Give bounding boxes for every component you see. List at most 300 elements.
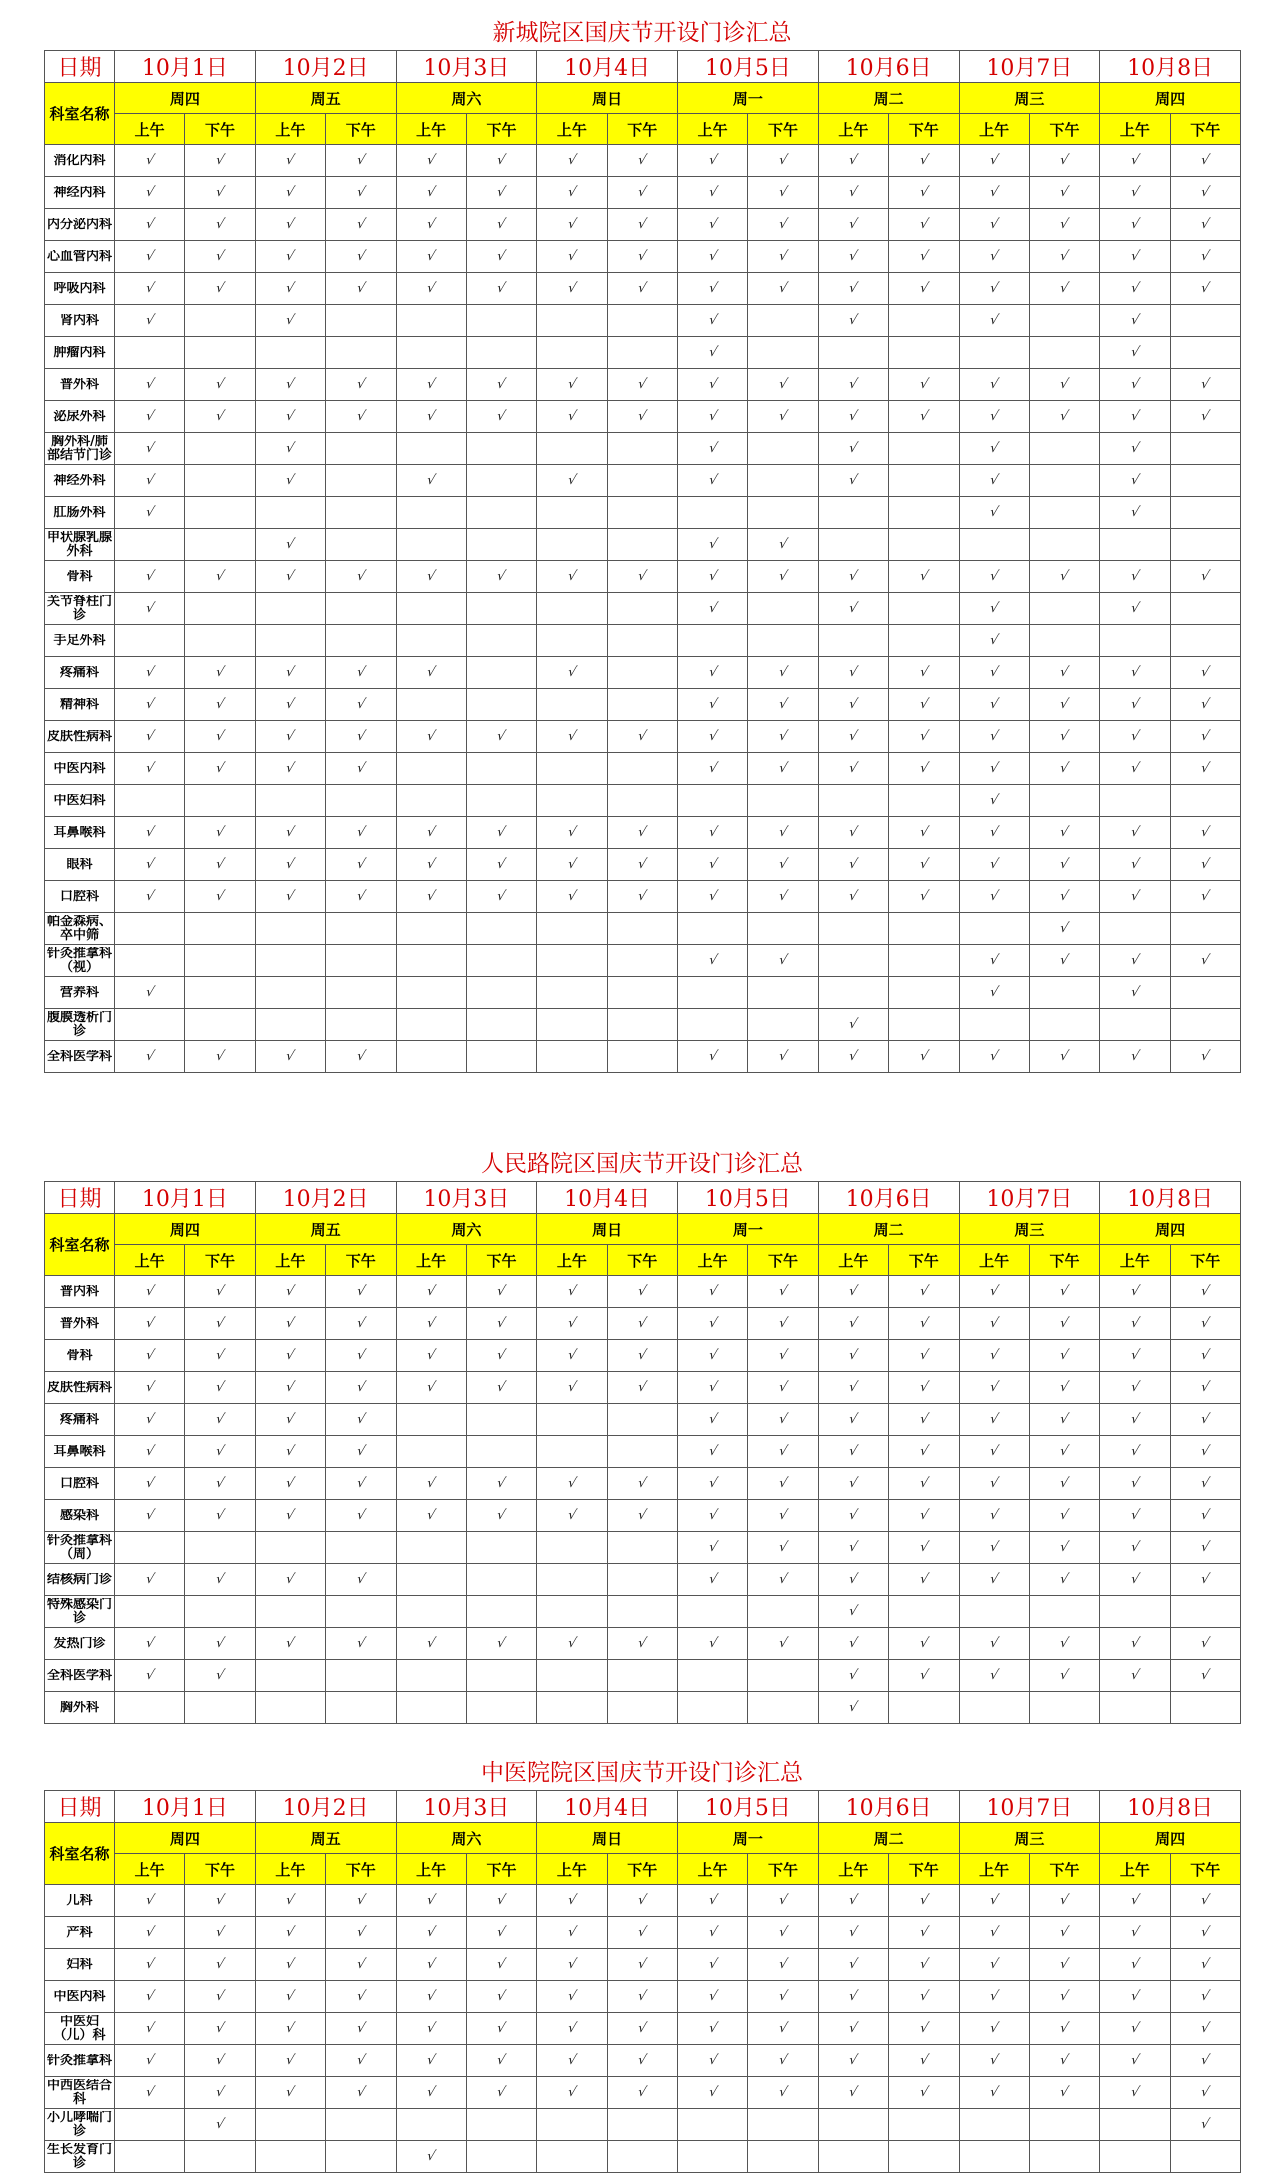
schedule-cell bbox=[959, 1949, 1029, 1981]
check-mark-icon: √ bbox=[918, 281, 930, 296]
check-mark-icon: √ bbox=[847, 729, 860, 744]
schedule-cell bbox=[396, 465, 466, 497]
schedule-cell bbox=[326, 209, 396, 241]
schedule-cell bbox=[678, 1949, 748, 1981]
department-name bbox=[45, 145, 115, 177]
check-mark-icon: √ bbox=[1129, 1049, 1141, 1064]
check-mark-icon: √ bbox=[1199, 697, 1212, 712]
check-mark-icon: √ bbox=[1199, 217, 1212, 232]
schedule-cell bbox=[396, 785, 466, 817]
check-mark-icon: √ bbox=[425, 1348, 437, 1363]
schedule-cell bbox=[185, 2013, 255, 2045]
schedule-cell bbox=[326, 1372, 396, 1404]
check-mark-icon: √ bbox=[214, 569, 226, 584]
schedule-cell bbox=[818, 945, 888, 977]
check-mark-icon: √ bbox=[214, 1508, 226, 1523]
check-mark-icon: √ bbox=[918, 1925, 930, 1940]
schedule-cell bbox=[1029, 1660, 1099, 1692]
schedule-cell bbox=[255, 529, 325, 561]
check-mark-icon: √ bbox=[918, 697, 930, 712]
schedule-cell bbox=[607, 785, 677, 817]
schedule-cell bbox=[889, 1917, 959, 1949]
check-mark-icon: √ bbox=[1199, 1412, 1212, 1427]
check-mark-icon: √ bbox=[706, 1925, 719, 1940]
check-mark-icon: √ bbox=[1129, 1893, 1141, 1908]
schedule-cell bbox=[1100, 369, 1170, 401]
schedule-cell bbox=[889, 1981, 959, 2013]
schedule-cell bbox=[748, 209, 818, 241]
schedule-cell bbox=[466, 1917, 536, 1949]
check-mark-icon: √ bbox=[1199, 1348, 1212, 1363]
check-mark-icon: √ bbox=[566, 1925, 578, 1940]
check-mark-icon: √ bbox=[214, 761, 226, 776]
schedule-cell bbox=[537, 625, 607, 657]
department-name-text: 皮肤性病科 bbox=[47, 1380, 113, 1395]
check-mark-icon: √ bbox=[636, 2085, 649, 2100]
check-mark-icon: √ bbox=[1129, 249, 1141, 264]
check-mark-icon: √ bbox=[214, 1380, 226, 1395]
check-mark-icon: √ bbox=[847, 1925, 860, 1940]
check-mark-icon: √ bbox=[355, 729, 367, 744]
schedule-cell bbox=[255, 2045, 325, 2077]
schedule-cell bbox=[889, 1532, 959, 1564]
check-mark-icon: √ bbox=[918, 1348, 930, 1363]
schedule-cell bbox=[396, 1532, 466, 1564]
check-mark-icon: √ bbox=[425, 1476, 437, 1491]
check-mark-icon: √ bbox=[1199, 953, 1212, 968]
schedule-cell bbox=[748, 497, 818, 529]
table-row bbox=[45, 369, 1241, 401]
schedule-cell bbox=[185, 625, 255, 657]
check-mark-icon: √ bbox=[777, 2021, 789, 2036]
schedule-cell bbox=[889, 1660, 959, 1692]
am-header: 上午 bbox=[1100, 114, 1170, 145]
department-name-text: 疼痛科 bbox=[59, 1412, 99, 1427]
schedule-cell bbox=[818, 1468, 888, 1500]
department-name-text: 口腔科 bbox=[59, 1476, 99, 1491]
check-mark-icon: √ bbox=[636, 1508, 649, 1523]
table-row bbox=[45, 337, 1241, 369]
check-mark-icon: √ bbox=[495, 1316, 508, 1331]
check-mark-icon: √ bbox=[988, 1380, 1000, 1395]
schedule-cell bbox=[748, 1917, 818, 1949]
schedule-cell bbox=[255, 209, 325, 241]
schedule-cell bbox=[255, 305, 325, 337]
table-row bbox=[45, 1276, 1241, 1308]
schedule-cell bbox=[185, 1340, 255, 1372]
schedule-cell bbox=[607, 337, 677, 369]
schedule-cell bbox=[678, 2077, 748, 2109]
schedule-cell bbox=[466, 817, 536, 849]
pm-header: 下午 bbox=[607, 1245, 677, 1276]
schedule-cell bbox=[607, 689, 677, 721]
check-mark-icon: √ bbox=[1058, 217, 1071, 232]
check-mark-icon: √ bbox=[847, 377, 860, 392]
department-name-text: 全科医学科 bbox=[47, 1049, 113, 1064]
schedule-cell bbox=[607, 977, 677, 1009]
check-mark-icon: √ bbox=[636, 1636, 649, 1651]
check-mark-icon: √ bbox=[1199, 1316, 1212, 1331]
schedule-cell bbox=[748, 2109, 818, 2141]
schedule-cell bbox=[748, 977, 818, 1009]
schedule-cell bbox=[889, 401, 959, 433]
schedule-cell bbox=[185, 1532, 255, 1564]
check-mark-icon: √ bbox=[777, 1989, 789, 2004]
am-header: 上午 bbox=[818, 114, 888, 145]
check-mark-icon: √ bbox=[355, 1284, 367, 1299]
schedule-cell bbox=[466, 177, 536, 209]
schedule-cell bbox=[326, 2109, 396, 2141]
table-row bbox=[45, 433, 1241, 465]
schedule-cell bbox=[115, 657, 185, 689]
department-name bbox=[45, 1372, 115, 1404]
schedule-cell bbox=[818, 1009, 888, 1041]
schedule-cell bbox=[959, 689, 1029, 721]
check-mark-icon: √ bbox=[425, 249, 437, 264]
check-mark-icon: √ bbox=[143, 1668, 156, 1683]
schedule-cell bbox=[115, 1628, 185, 1660]
check-mark-icon: √ bbox=[706, 697, 719, 712]
check-mark-icon: √ bbox=[143, 505, 156, 520]
schedule-cell bbox=[1100, 1885, 1170, 1917]
schedule-cell bbox=[678, 881, 748, 913]
schedule-cell bbox=[748, 2077, 818, 2109]
schedule-cell bbox=[185, 2045, 255, 2077]
schedule-cell bbox=[678, 465, 748, 497]
schedule-cell bbox=[396, 689, 466, 721]
weekday-header: 周二 bbox=[818, 1214, 959, 1245]
department-name-text: 肿瘤内科 bbox=[53, 345, 106, 360]
schedule-cell bbox=[1170, 241, 1240, 273]
schedule-cell bbox=[326, 817, 396, 849]
check-mark-icon: √ bbox=[495, 1508, 508, 1523]
schedule-cell bbox=[466, 1404, 536, 1436]
schedule-cell bbox=[959, 177, 1029, 209]
department-name bbox=[45, 1885, 115, 1917]
schedule-cell bbox=[678, 1340, 748, 1372]
check-mark-icon: √ bbox=[143, 665, 156, 680]
department-name bbox=[45, 401, 115, 433]
schedule-cell bbox=[185, 1660, 255, 1692]
schedule-cell bbox=[1100, 401, 1170, 433]
check-mark-icon: √ bbox=[1058, 1572, 1071, 1587]
check-mark-icon: √ bbox=[636, 1284, 649, 1299]
am-header: 上午 bbox=[537, 1245, 607, 1276]
schedule-cell bbox=[185, 657, 255, 689]
schedule-cell bbox=[326, 273, 396, 305]
am-header: 上午 bbox=[255, 114, 325, 145]
check-mark-icon: √ bbox=[1199, 185, 1212, 200]
schedule-cell bbox=[818, 433, 888, 465]
schedule-cell bbox=[1170, 785, 1240, 817]
check-mark-icon: √ bbox=[706, 377, 719, 392]
check-mark-icon: √ bbox=[706, 729, 719, 744]
check-mark-icon: √ bbox=[495, 1284, 508, 1299]
check-mark-icon: √ bbox=[847, 1348, 860, 1363]
schedule-cell bbox=[115, 1404, 185, 1436]
department-name-text: 胸外科 bbox=[59, 1700, 99, 1715]
check-mark-icon: √ bbox=[143, 697, 156, 712]
schedule-table bbox=[44, 50, 1241, 1073]
check-mark-icon: √ bbox=[355, 1348, 367, 1363]
check-mark-icon: √ bbox=[918, 2053, 930, 2068]
check-mark-icon: √ bbox=[495, 217, 508, 232]
check-mark-icon: √ bbox=[777, 1636, 789, 1651]
check-mark-icon: √ bbox=[777, 1380, 789, 1395]
schedule-cell bbox=[959, 241, 1029, 273]
check-mark-icon: √ bbox=[284, 1636, 297, 1651]
check-mark-icon: √ bbox=[777, 409, 789, 424]
check-mark-icon: √ bbox=[847, 281, 860, 296]
schedule-cell bbox=[185, 1885, 255, 1917]
department-name-text: 胸外科/肺部结节门诊 bbox=[47, 434, 113, 463]
check-mark-icon: √ bbox=[777, 953, 789, 968]
date-header: 10月2日 bbox=[255, 1182, 396, 1214]
schedule-cell bbox=[959, 1372, 1029, 1404]
schedule-cell bbox=[466, 497, 536, 529]
schedule-cell bbox=[1100, 1917, 1170, 1949]
table-row bbox=[45, 2045, 1241, 2077]
schedule-cell bbox=[466, 273, 536, 305]
check-mark-icon: √ bbox=[355, 889, 367, 904]
department-name bbox=[45, 721, 115, 753]
check-mark-icon: √ bbox=[143, 1476, 156, 1491]
schedule-cell bbox=[255, 977, 325, 1009]
check-mark-icon: √ bbox=[1199, 1049, 1212, 1064]
check-mark-icon: √ bbox=[988, 2053, 1000, 2068]
schedule-cell bbox=[326, 369, 396, 401]
check-mark-icon: √ bbox=[918, 857, 930, 872]
check-mark-icon: √ bbox=[847, 1668, 860, 1683]
schedule-cell bbox=[678, 2013, 748, 2045]
check-mark-icon: √ bbox=[1129, 953, 1141, 968]
schedule-cell bbox=[889, 369, 959, 401]
check-mark-icon: √ bbox=[706, 1989, 719, 2004]
schedule-cell bbox=[1100, 1041, 1170, 1073]
check-mark-icon: √ bbox=[566, 2053, 578, 2068]
check-mark-icon: √ bbox=[143, 1412, 156, 1427]
department-name-text: 中医内科 bbox=[53, 1989, 106, 2004]
schedule-cell bbox=[396, 2045, 466, 2077]
schedule-cell bbox=[959, 561, 1029, 593]
schedule-cell bbox=[959, 1596, 1029, 1628]
pm-header: 下午 bbox=[185, 114, 255, 145]
schedule-cell bbox=[818, 209, 888, 241]
schedule-cell bbox=[537, 369, 607, 401]
schedule-cell bbox=[748, 145, 818, 177]
schedule-cell bbox=[396, 1949, 466, 1981]
check-mark-icon: √ bbox=[495, 153, 508, 168]
department-name bbox=[45, 1628, 115, 1660]
check-mark-icon: √ bbox=[777, 2053, 789, 2068]
table-row bbox=[45, 177, 1241, 209]
schedule-cell bbox=[396, 1981, 466, 2013]
department-name bbox=[45, 1981, 115, 2013]
am-header: 上午 bbox=[396, 114, 466, 145]
schedule-cell bbox=[889, 721, 959, 753]
check-mark-icon: √ bbox=[1129, 985, 1141, 1000]
schedule-cell bbox=[326, 529, 396, 561]
schedule-cell bbox=[1029, 2141, 1099, 2173]
schedule-cell bbox=[1100, 305, 1170, 337]
schedule-cell bbox=[466, 529, 536, 561]
schedule-cell bbox=[326, 1500, 396, 1532]
check-mark-icon: √ bbox=[284, 857, 297, 872]
date-header: 10月3日 bbox=[396, 51, 537, 83]
schedule-cell bbox=[607, 721, 677, 753]
schedule-cell bbox=[326, 401, 396, 433]
check-mark-icon: √ bbox=[355, 409, 367, 424]
schedule-cell bbox=[748, 1436, 818, 1468]
pm-header: 下午 bbox=[607, 1854, 677, 1885]
schedule-cell bbox=[678, 561, 748, 593]
pm-header: 下午 bbox=[1029, 1854, 1099, 1885]
schedule-table bbox=[44, 1181, 1241, 1724]
schedule-cell bbox=[1100, 1468, 1170, 1500]
schedule-cell bbox=[1029, 1885, 1099, 1917]
check-mark-icon: √ bbox=[1129, 2021, 1141, 2036]
check-mark-icon: √ bbox=[988, 985, 1000, 1000]
check-mark-icon: √ bbox=[425, 153, 437, 168]
check-mark-icon: √ bbox=[706, 857, 719, 872]
check-mark-icon: √ bbox=[636, 217, 649, 232]
schedule-cell bbox=[748, 465, 818, 497]
check-mark-icon: √ bbox=[847, 185, 860, 200]
schedule-cell bbox=[255, 1372, 325, 1404]
schedule-cell bbox=[326, 145, 396, 177]
schedule-cell bbox=[1100, 689, 1170, 721]
schedule-cell bbox=[537, 1949, 607, 1981]
schedule-cell bbox=[1029, 1308, 1099, 1340]
schedule-cell bbox=[889, 1564, 959, 1596]
department-name-text: 肛肠外科 bbox=[53, 505, 106, 520]
check-mark-icon: √ bbox=[1199, 1380, 1212, 1395]
department-name bbox=[45, 977, 115, 1009]
check-mark-icon: √ bbox=[1199, 1540, 1212, 1555]
schedule-cell bbox=[748, 337, 818, 369]
check-mark-icon: √ bbox=[1058, 1380, 1071, 1395]
schedule-cell bbox=[115, 529, 185, 561]
schedule-cell bbox=[466, 721, 536, 753]
weekday-header: 周日 bbox=[537, 1823, 678, 1854]
pm-header: 下午 bbox=[748, 114, 818, 145]
table-row bbox=[45, 593, 1241, 625]
check-mark-icon: √ bbox=[706, 313, 719, 328]
schedule-cell bbox=[748, 177, 818, 209]
check-mark-icon: √ bbox=[636, 2021, 649, 2036]
schedule-cell bbox=[115, 369, 185, 401]
check-mark-icon: √ bbox=[143, 1572, 156, 1587]
check-mark-icon: √ bbox=[566, 889, 578, 904]
department-name-text: 骨科 bbox=[66, 1348, 93, 1363]
schedule-cell bbox=[115, 241, 185, 273]
schedule-cell bbox=[748, 1949, 818, 1981]
schedule-cell bbox=[818, 1500, 888, 1532]
check-mark-icon: √ bbox=[1129, 1540, 1141, 1555]
check-mark-icon: √ bbox=[847, 409, 860, 424]
schedule-cell bbox=[1029, 593, 1099, 625]
check-mark-icon: √ bbox=[988, 153, 1000, 168]
check-mark-icon: √ bbox=[214, 2021, 226, 2036]
schedule-cell bbox=[185, 753, 255, 785]
schedule-cell bbox=[115, 785, 185, 817]
schedule-cell bbox=[818, 2045, 888, 2077]
schedule-cell bbox=[607, 2109, 677, 2141]
schedule-cell bbox=[607, 1404, 677, 1436]
department-name bbox=[45, 1308, 115, 1340]
check-mark-icon: √ bbox=[214, 825, 226, 840]
date-header: 10月6日 bbox=[818, 1182, 959, 1214]
department-name-text: 普外科 bbox=[59, 1316, 99, 1331]
schedule-cell bbox=[115, 1596, 185, 1628]
schedule-cell bbox=[1029, 657, 1099, 689]
weekday-header: 周四 bbox=[1100, 1214, 1241, 1245]
check-mark-icon: √ bbox=[988, 1957, 1000, 1972]
schedule-cell bbox=[678, 945, 748, 977]
schedule-cell bbox=[185, 849, 255, 881]
schedule-cell bbox=[959, 625, 1029, 657]
check-mark-icon: √ bbox=[706, 825, 719, 840]
schedule-cell bbox=[537, 1340, 607, 1372]
weekday-header: 周六 bbox=[396, 83, 537, 114]
check-mark-icon: √ bbox=[1199, 665, 1212, 680]
check-mark-icon: √ bbox=[566, 409, 578, 424]
schedule-cell bbox=[1170, 1372, 1240, 1404]
check-mark-icon: √ bbox=[143, 1893, 156, 1908]
schedule-cell bbox=[748, 305, 818, 337]
check-mark-icon: √ bbox=[847, 857, 860, 872]
check-mark-icon: √ bbox=[1058, 1508, 1071, 1523]
check-mark-icon: √ bbox=[1199, 761, 1212, 776]
schedule-cell bbox=[818, 817, 888, 849]
schedule-cell bbox=[255, 241, 325, 273]
schedule-cell bbox=[1100, 465, 1170, 497]
schedule-cell bbox=[255, 1981, 325, 2013]
check-mark-icon: √ bbox=[847, 601, 860, 616]
check-mark-icon: √ bbox=[143, 441, 156, 456]
check-mark-icon: √ bbox=[143, 1444, 156, 1459]
schedule-cell bbox=[326, 1596, 396, 1628]
schedule-cell bbox=[748, 1308, 818, 1340]
schedule-cell bbox=[959, 593, 1029, 625]
schedule-cell bbox=[537, 1009, 607, 1041]
check-mark-icon: √ bbox=[1129, 409, 1141, 424]
schedule-cell bbox=[115, 1981, 185, 2013]
schedule-cell bbox=[255, 369, 325, 401]
check-mark-icon: √ bbox=[1199, 2117, 1212, 2132]
check-mark-icon: √ bbox=[425, 857, 437, 872]
schedule-cell bbox=[889, 177, 959, 209]
schedule-cell bbox=[466, 753, 536, 785]
check-mark-icon: √ bbox=[425, 2021, 437, 2036]
check-mark-icon: √ bbox=[988, 1444, 1000, 1459]
check-mark-icon: √ bbox=[918, 761, 930, 776]
schedule-cell bbox=[1029, 497, 1099, 529]
check-mark-icon: √ bbox=[566, 1380, 578, 1395]
date-header: 10月2日 bbox=[255, 1791, 396, 1823]
am-header: 上午 bbox=[396, 1854, 466, 1885]
check-mark-icon: √ bbox=[1058, 1476, 1071, 1491]
schedule-cell bbox=[1100, 1564, 1170, 1596]
schedule-cell bbox=[1170, 1532, 1240, 1564]
schedule-cell bbox=[1029, 1981, 1099, 2013]
schedule-cell bbox=[959, 1009, 1029, 1041]
check-mark-icon: √ bbox=[284, 441, 297, 456]
am-header: 上午 bbox=[115, 1245, 185, 1276]
check-mark-icon: √ bbox=[566, 281, 578, 296]
schedule-cell bbox=[818, 529, 888, 561]
schedule-cell bbox=[959, 1885, 1029, 1917]
